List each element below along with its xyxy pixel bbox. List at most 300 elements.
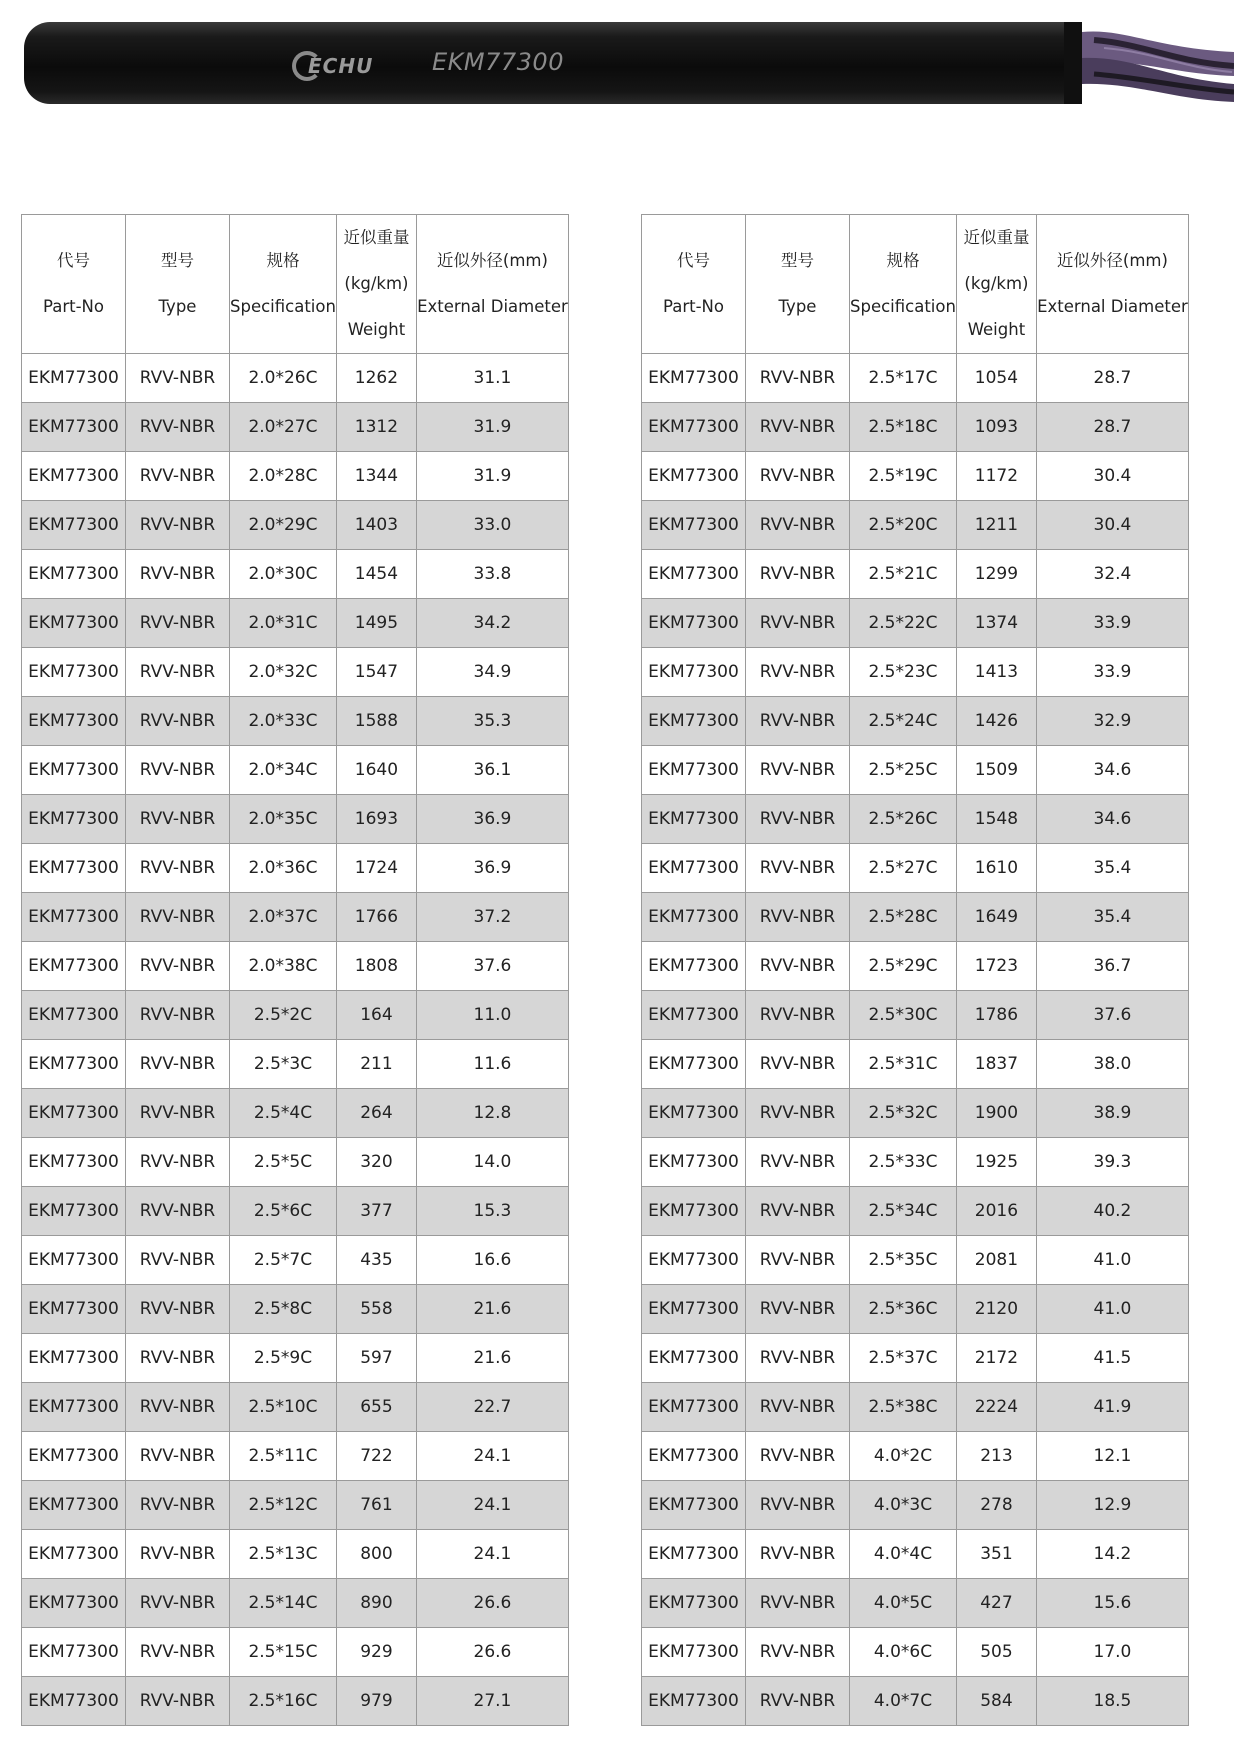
- table-row: [22, 1236, 569, 1285]
- cell-type: RVV-NBR: [746, 1236, 850, 1285]
- table-row: [22, 403, 569, 452]
- cell-diameter: 33.8: [416, 550, 568, 599]
- cell-part-no: EKM77300: [642, 1579, 746, 1628]
- cell-specification: 2.5*36C: [850, 1285, 957, 1334]
- cell-weight: 427: [956, 1579, 1036, 1628]
- cell-diameter: 26.6: [416, 1628, 568, 1677]
- cell-type: RVV-NBR: [746, 1040, 850, 1089]
- cell-type: RVV-NBR: [126, 746, 230, 795]
- cell-type: RVV-NBR: [746, 795, 850, 844]
- cell-part-no: EKM77300: [22, 1285, 126, 1334]
- cell-type: RVV-NBR: [126, 844, 230, 893]
- table-row: [642, 1530, 1189, 1579]
- cell-diameter: 28.7: [1036, 354, 1188, 403]
- cell-specification: 2.5*5C: [230, 1138, 337, 1187]
- cell-type: RVV-NBR: [746, 991, 850, 1040]
- cell-type: RVV-NBR: [126, 648, 230, 697]
- cell-weight: 1766: [336, 893, 416, 942]
- cell-diameter: 15.3: [416, 1187, 568, 1236]
- cell-specification: 2.0*28C: [230, 452, 337, 501]
- cell-specification: 2.5*37C: [850, 1334, 957, 1383]
- cell-diameter: 24.1: [416, 1481, 568, 1530]
- cell-part-no: EKM77300: [642, 795, 746, 844]
- cell-specification: 2.5*16C: [230, 1677, 337, 1726]
- cell-part-no: EKM77300: [642, 403, 746, 452]
- cell-diameter: 34.2: [416, 599, 568, 648]
- cell-part-no: EKM77300: [642, 1236, 746, 1285]
- cell-diameter: 36.1: [416, 746, 568, 795]
- table-row: [22, 501, 569, 550]
- cell-type: RVV-NBR: [126, 1677, 230, 1726]
- table-row: [22, 648, 569, 697]
- cell-type: RVV-NBR: [746, 697, 850, 746]
- cell-weight: 597: [336, 1334, 416, 1383]
- cell-weight: 1454: [336, 550, 416, 599]
- table-row: [642, 403, 1189, 452]
- cell-specification: 2.0*29C: [230, 501, 337, 550]
- cell-part-no: EKM77300: [22, 1383, 126, 1432]
- logo-text: ECHU: [308, 54, 374, 78]
- cell-weight: 584: [956, 1677, 1036, 1726]
- cell-type: RVV-NBR: [126, 452, 230, 501]
- cell-part-no: EKM77300: [22, 795, 126, 844]
- table-row: [642, 1334, 1189, 1383]
- cell-type: RVV-NBR: [126, 1089, 230, 1138]
- cell-specification: 2.5*28C: [850, 893, 957, 942]
- cell-diameter: 26.6: [416, 1579, 568, 1628]
- cell-type: RVV-NBR: [746, 1481, 850, 1530]
- cell-type: RVV-NBR: [126, 354, 230, 403]
- cell-type: RVV-NBR: [746, 746, 850, 795]
- cell-diameter: 38.9: [1036, 1089, 1188, 1138]
- cell-part-no: EKM77300: [642, 844, 746, 893]
- cell-specification: 2.5*11C: [230, 1432, 337, 1481]
- cell-specification: 2.5*8C: [230, 1285, 337, 1334]
- cell-specification: 2.5*19C: [850, 452, 957, 501]
- cell-diameter: 30.4: [1036, 501, 1188, 550]
- cell-specification: 2.5*15C: [230, 1628, 337, 1677]
- cell-specification: 2.5*14C: [230, 1579, 337, 1628]
- cell-part-no: EKM77300: [22, 1236, 126, 1285]
- cell-part-no: EKM77300: [22, 648, 126, 697]
- cell-part-no: EKM77300: [22, 844, 126, 893]
- cell-diameter: 21.6: [416, 1334, 568, 1383]
- cell-type: RVV-NBR: [126, 1285, 230, 1334]
- cell-diameter: 24.1: [416, 1530, 568, 1579]
- table-row: [642, 844, 1189, 893]
- header-weight: 近似重量 (kg/km) Weight: [956, 215, 1036, 354]
- cell-type: RVV-NBR: [126, 1138, 230, 1187]
- table-header-row: [22, 215, 569, 354]
- cell-type: RVV-NBR: [746, 1530, 850, 1579]
- table-row: [22, 1530, 569, 1579]
- cell-diameter: 18.5: [1036, 1677, 1188, 1726]
- cell-part-no: EKM77300: [22, 1530, 126, 1579]
- cell-type: RVV-NBR: [746, 1432, 850, 1481]
- cell-diameter: 28.7: [1036, 403, 1188, 452]
- cell-specification: 4.0*4C: [850, 1530, 957, 1579]
- cell-part-no: EKM77300: [22, 893, 126, 942]
- cell-part-no: EKM77300: [22, 501, 126, 550]
- cell-diameter: 33.9: [1036, 648, 1188, 697]
- cell-part-no: EKM77300: [22, 452, 126, 501]
- table-row: [22, 354, 569, 403]
- cell-part-no: EKM77300: [642, 1334, 746, 1383]
- cell-weight: 2120: [956, 1285, 1036, 1334]
- cell-specification: 2.0*32C: [230, 648, 337, 697]
- table-header-row: [642, 215, 1189, 354]
- cell-weight: 929: [336, 1628, 416, 1677]
- table-row: [22, 991, 569, 1040]
- cell-diameter: 27.1: [416, 1677, 568, 1726]
- cell-weight: 1262: [336, 354, 416, 403]
- cell-part-no: EKM77300: [22, 1481, 126, 1530]
- cell-type: RVV-NBR: [746, 550, 850, 599]
- cell-diameter: 39.3: [1036, 1138, 1188, 1187]
- cell-diameter: 35.4: [1036, 893, 1188, 942]
- cell-weight: 1693: [336, 795, 416, 844]
- header-part-no: 代号 Part-No: [642, 215, 746, 354]
- table-row: [642, 1236, 1189, 1285]
- cell-weight: 558: [336, 1285, 416, 1334]
- cell-type: RVV-NBR: [746, 648, 850, 697]
- cell-specification: 4.0*3C: [850, 1481, 957, 1530]
- cell-part-no: EKM77300: [642, 1481, 746, 1530]
- cell-diameter: 31.9: [416, 403, 568, 452]
- cell-weight: 213: [956, 1432, 1036, 1481]
- cell-specification: 2.5*25C: [850, 746, 957, 795]
- cell-specification: 2.5*31C: [850, 1040, 957, 1089]
- table-row: [22, 1481, 569, 1530]
- cell-weight: 164: [336, 991, 416, 1040]
- cell-weight: 2081: [956, 1236, 1036, 1285]
- cell-type: RVV-NBR: [126, 942, 230, 991]
- cell-type: RVV-NBR: [126, 991, 230, 1040]
- table-row: [22, 1089, 569, 1138]
- cell-part-no: EKM77300: [22, 1040, 126, 1089]
- cell-part-no: EKM77300: [642, 746, 746, 795]
- cell-type: RVV-NBR: [746, 1628, 850, 1677]
- cell-diameter: 35.3: [416, 697, 568, 746]
- cell-specification: 2.5*17C: [850, 354, 957, 403]
- table-row: [22, 1138, 569, 1187]
- table-row: [22, 697, 569, 746]
- cell-type: RVV-NBR: [746, 403, 850, 452]
- table-row: [642, 1138, 1189, 1187]
- table-row: [642, 354, 1189, 403]
- cell-specification: 2.5*23C: [850, 648, 957, 697]
- table-row: [22, 599, 569, 648]
- cell-weight: 1925: [956, 1138, 1036, 1187]
- cell-type: RVV-NBR: [746, 942, 850, 991]
- cell-part-no: EKM77300: [642, 1187, 746, 1236]
- header-part-no: 代号 Part-No: [22, 215, 126, 354]
- cell-weight: 377: [336, 1187, 416, 1236]
- cell-diameter: 31.9: [416, 452, 568, 501]
- cell-weight: 1723: [956, 942, 1036, 991]
- cell-type: RVV-NBR: [746, 1579, 850, 1628]
- header-specification: 规格 Specification: [230, 215, 337, 354]
- cell-part-no: EKM77300: [22, 746, 126, 795]
- cell-part-no: EKM77300: [642, 942, 746, 991]
- cell-weight: 979: [336, 1677, 416, 1726]
- cell-specification: 4.0*6C: [850, 1628, 957, 1677]
- cell-type: RVV-NBR: [126, 403, 230, 452]
- cell-diameter: 33.0: [416, 501, 568, 550]
- cell-diameter: 31.1: [416, 354, 568, 403]
- cell-type: RVV-NBR: [746, 452, 850, 501]
- cell-part-no: EKM77300: [642, 1138, 746, 1187]
- cell-diameter: 41.0: [1036, 1236, 1188, 1285]
- cell-diameter: 41.9: [1036, 1383, 1188, 1432]
- cell-type: RVV-NBR: [126, 795, 230, 844]
- cell-part-no: EKM77300: [642, 501, 746, 550]
- cell-specification: 2.5*22C: [850, 599, 957, 648]
- cell-diameter: 35.4: [1036, 844, 1188, 893]
- table-row: [642, 991, 1189, 1040]
- cell-specification: 2.5*12C: [230, 1481, 337, 1530]
- cell-part-no: EKM77300: [22, 942, 126, 991]
- cell-type: RVV-NBR: [746, 1383, 850, 1432]
- cell-part-no: EKM77300: [642, 354, 746, 403]
- cell-specification: 2.5*7C: [230, 1236, 337, 1285]
- cell-type: RVV-NBR: [746, 893, 850, 942]
- cell-diameter: 34.9: [416, 648, 568, 697]
- cell-specification: 2.5*18C: [850, 403, 957, 452]
- cell-specification: 2.0*36C: [230, 844, 337, 893]
- cell-specification: 2.5*29C: [850, 942, 957, 991]
- cell-diameter: 34.6: [1036, 795, 1188, 844]
- cell-type: RVV-NBR: [746, 844, 850, 893]
- cell-part-no: EKM77300: [22, 550, 126, 599]
- cell-diameter: 41.5: [1036, 1334, 1188, 1383]
- table-row: [22, 1579, 569, 1628]
- echu-logo: [292, 46, 373, 86]
- cable-model-label: EKM77300: [432, 48, 564, 76]
- table-row: [22, 1334, 569, 1383]
- cell-specification: 2.5*4C: [230, 1089, 337, 1138]
- cell-part-no: EKM77300: [642, 1089, 746, 1138]
- cell-weight: 890: [336, 1579, 416, 1628]
- cell-weight: 1808: [336, 942, 416, 991]
- cell-weight: 1054: [956, 354, 1036, 403]
- cell-weight: 722: [336, 1432, 416, 1481]
- cell-specification: 2.5*34C: [850, 1187, 957, 1236]
- cell-weight: 1547: [336, 648, 416, 697]
- cell-weight: 1610: [956, 844, 1036, 893]
- cell-part-no: EKM77300: [22, 1677, 126, 1726]
- cell-type: RVV-NBR: [746, 1089, 850, 1138]
- cell-specification: 4.0*2C: [850, 1432, 957, 1481]
- cell-specification: 2.0*38C: [230, 942, 337, 991]
- cell-part-no: EKM77300: [642, 1432, 746, 1481]
- cell-type: RVV-NBR: [126, 1383, 230, 1432]
- cell-part-no: EKM77300: [22, 1187, 126, 1236]
- table-row: [642, 599, 1189, 648]
- cell-weight: 435: [336, 1236, 416, 1285]
- cell-weight: 1495: [336, 599, 416, 648]
- cell-part-no: EKM77300: [22, 991, 126, 1040]
- cell-weight: 264: [336, 1089, 416, 1138]
- cell-type: RVV-NBR: [126, 697, 230, 746]
- cell-specification: 2.0*34C: [230, 746, 337, 795]
- cell-weight: 1548: [956, 795, 1036, 844]
- cell-specification: 2.0*26C: [230, 354, 337, 403]
- cell-part-no: EKM77300: [642, 1383, 746, 1432]
- cell-type: RVV-NBR: [126, 1628, 230, 1677]
- cell-weight: 761: [336, 1481, 416, 1530]
- cell-weight: 2172: [956, 1334, 1036, 1383]
- cable-banner: [24, 18, 1234, 108]
- table-row: [22, 1285, 569, 1334]
- cell-diameter: 14.0: [416, 1138, 568, 1187]
- cell-specification: 2.5*38C: [850, 1383, 957, 1432]
- cell-part-no: EKM77300: [22, 1334, 126, 1383]
- cell-weight: 1724: [336, 844, 416, 893]
- cell-type: RVV-NBR: [746, 1138, 850, 1187]
- cell-weight: 1299: [956, 550, 1036, 599]
- cell-weight: 655: [336, 1383, 416, 1432]
- cell-diameter: 17.0: [1036, 1628, 1188, 1677]
- cell-type: RVV-NBR: [126, 1187, 230, 1236]
- cell-diameter: 21.6: [416, 1285, 568, 1334]
- cell-diameter: 12.1: [1036, 1432, 1188, 1481]
- cell-weight: 1403: [336, 501, 416, 550]
- table-row: [22, 1628, 569, 1677]
- cell-weight: 1786: [956, 991, 1036, 1040]
- cell-weight: 1640: [336, 746, 416, 795]
- cell-type: RVV-NBR: [126, 1040, 230, 1089]
- table-row: [642, 1628, 1189, 1677]
- cell-type: RVV-NBR: [126, 599, 230, 648]
- header-specification: 规格 Specification: [850, 215, 957, 354]
- table-row: [22, 942, 569, 991]
- table-row: [642, 746, 1189, 795]
- header-diameter: 近似外径(mm) External Diameter: [1036, 215, 1188, 354]
- cell-specification: 2.5*30C: [850, 991, 957, 1040]
- table-row: [642, 1383, 1189, 1432]
- cell-part-no: EKM77300: [22, 599, 126, 648]
- cell-weight: 1312: [336, 403, 416, 452]
- cell-type: RVV-NBR: [126, 1530, 230, 1579]
- table-row: [22, 1677, 569, 1726]
- table-row: [642, 942, 1189, 991]
- cell-diameter: 34.6: [1036, 746, 1188, 795]
- cell-specification: 2.5*24C: [850, 697, 957, 746]
- cell-part-no: EKM77300: [642, 550, 746, 599]
- table-row: [642, 648, 1189, 697]
- cell-specification: 4.0*5C: [850, 1579, 957, 1628]
- cell-part-no: EKM77300: [22, 697, 126, 746]
- cell-weight: 505: [956, 1628, 1036, 1677]
- cell-specification: 2.0*27C: [230, 403, 337, 452]
- cell-type: RVV-NBR: [126, 1334, 230, 1383]
- cell-type: RVV-NBR: [126, 1579, 230, 1628]
- cell-part-no: EKM77300: [642, 991, 746, 1040]
- table-row: [22, 844, 569, 893]
- table-row: [642, 1089, 1189, 1138]
- cell-part-no: EKM77300: [22, 1628, 126, 1677]
- cell-type: RVV-NBR: [746, 354, 850, 403]
- cell-specification: 2.0*35C: [230, 795, 337, 844]
- cell-weight: 2224: [956, 1383, 1036, 1432]
- cell-type: RVV-NBR: [126, 893, 230, 942]
- cell-diameter: 14.2: [1036, 1530, 1188, 1579]
- table-row: [642, 1285, 1189, 1334]
- table-row: [642, 893, 1189, 942]
- cell-diameter: 22.7: [416, 1383, 568, 1432]
- cell-diameter: 36.7: [1036, 942, 1188, 991]
- cell-diameter: 37.6: [1036, 991, 1188, 1040]
- cell-part-no: EKM77300: [22, 1579, 126, 1628]
- cell-specification: 2.5*9C: [230, 1334, 337, 1383]
- cell-diameter: 33.9: [1036, 599, 1188, 648]
- cell-diameter: 24.1: [416, 1432, 568, 1481]
- cell-part-no: EKM77300: [22, 403, 126, 452]
- table-row: [642, 1040, 1189, 1089]
- cell-diameter: 11.6: [416, 1040, 568, 1089]
- cell-type: RVV-NBR: [126, 1481, 230, 1530]
- cell-type: RVV-NBR: [746, 501, 850, 550]
- cell-specification: 2.5*35C: [850, 1236, 957, 1285]
- cell-weight: 800: [336, 1530, 416, 1579]
- cell-part-no: EKM77300: [22, 354, 126, 403]
- cell-diameter: 15.6: [1036, 1579, 1188, 1628]
- cell-type: RVV-NBR: [126, 550, 230, 599]
- cell-specification: 2.5*21C: [850, 550, 957, 599]
- cell-specification: 2.5*6C: [230, 1187, 337, 1236]
- header-type: 型号 Type: [746, 215, 850, 354]
- cell-part-no: EKM77300: [642, 893, 746, 942]
- table-row: [22, 795, 569, 844]
- cell-specification: 2.0*31C: [230, 599, 337, 648]
- cell-specification: 2.5*2C: [230, 991, 337, 1040]
- cell-part-no: EKM77300: [22, 1432, 126, 1481]
- cell-specification: 2.5*33C: [850, 1138, 957, 1187]
- cell-weight: 1344: [336, 452, 416, 501]
- cell-type: RVV-NBR: [126, 1432, 230, 1481]
- cable-cores-image: [1064, 18, 1234, 108]
- cell-diameter: 30.4: [1036, 452, 1188, 501]
- cell-part-no: EKM77300: [22, 1138, 126, 1187]
- table-row: [642, 697, 1189, 746]
- cell-weight: 2016: [956, 1187, 1036, 1236]
- cell-weight: 1093: [956, 403, 1036, 452]
- cell-weight: 320: [336, 1138, 416, 1187]
- cell-specification: 2.5*13C: [230, 1530, 337, 1579]
- table-row: [642, 1579, 1189, 1628]
- cell-diameter: 37.2: [416, 893, 568, 942]
- spec-table-left: [21, 214, 569, 1726]
- cell-part-no: EKM77300: [642, 697, 746, 746]
- table-row: [22, 452, 569, 501]
- table-row: [642, 1432, 1189, 1481]
- table-row: [642, 501, 1189, 550]
- cell-type: RVV-NBR: [746, 1285, 850, 1334]
- cell-specification: 2.0*37C: [230, 893, 337, 942]
- cell-weight: 1837: [956, 1040, 1036, 1089]
- cell-diameter: 32.4: [1036, 550, 1188, 599]
- table-body-left: [22, 354, 569, 1726]
- table-row: [22, 893, 569, 942]
- cell-specification: 4.0*7C: [850, 1677, 957, 1726]
- cell-type: RVV-NBR: [746, 599, 850, 648]
- table-row: [22, 1432, 569, 1481]
- cell-part-no: EKM77300: [642, 1285, 746, 1334]
- cell-part-no: EKM77300: [642, 1677, 746, 1726]
- cell-weight: 278: [956, 1481, 1036, 1530]
- table-row: [642, 1677, 1189, 1726]
